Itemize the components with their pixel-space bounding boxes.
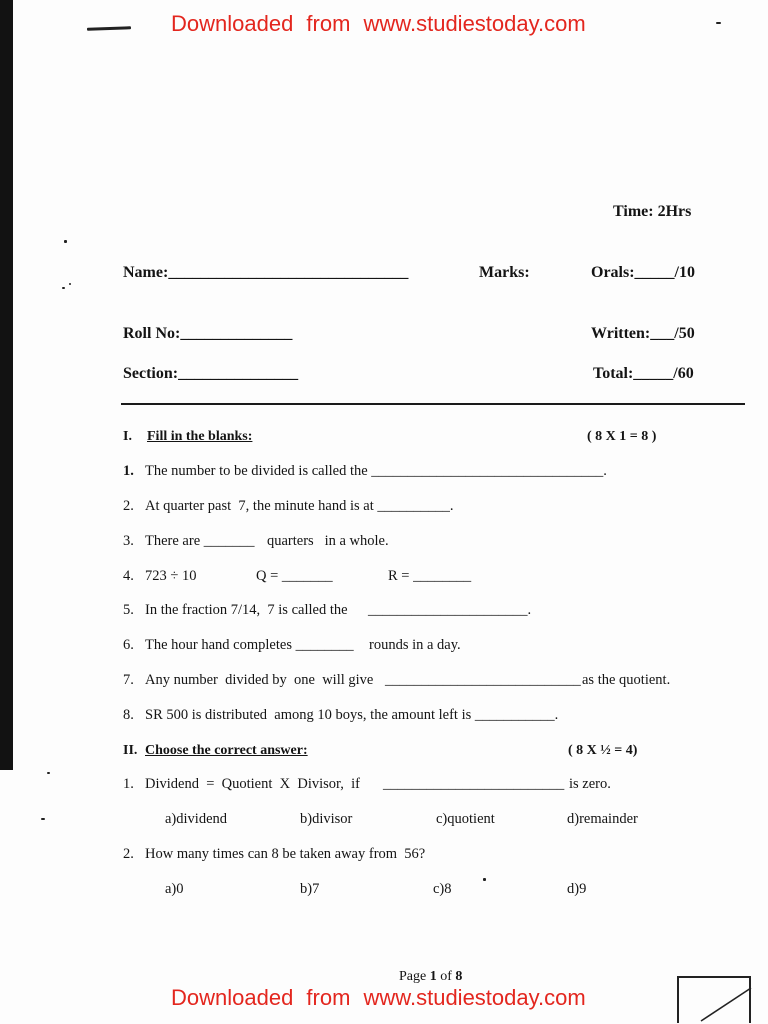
scan-speck <box>69 283 71 285</box>
question-text: The hour hand completes ________ <box>145 637 354 653</box>
orals-marks: Orals:_____/10 <box>591 264 695 281</box>
roll-no-field: Roll No:______________ <box>123 325 293 342</box>
option-a: a)dividend <box>165 811 228 827</box>
page-of: of <box>440 969 452 984</box>
part1-numeral: I. <box>123 429 132 444</box>
part1-title: Fill in the blanks: <box>147 429 253 444</box>
question-text: Any number divided by one will give <box>145 672 374 688</box>
question-text: At quarter past 7, the minute hand is at __________. <box>145 498 454 514</box>
question-text: is zero. <box>569 776 611 792</box>
question-number: 7. <box>123 672 134 688</box>
header-divider <box>121 403 745 405</box>
page-label: Page <box>399 969 427 984</box>
option-d: d)9 <box>567 881 587 897</box>
part2-title: Choose the correct answer: <box>145 743 308 758</box>
option-c: c)quotient <box>436 811 495 827</box>
name-field: Name:______________________________ <box>123 264 409 281</box>
scan-speck <box>716 22 721 24</box>
question-number: 8. <box>123 707 134 723</box>
option-a: a)0 <box>165 881 184 897</box>
scan-speck <box>483 878 486 881</box>
question-text: Dividend = Quotient X Divisor, if <box>145 776 361 792</box>
total-marks: Total:_____/60 <box>593 365 694 382</box>
option-c: c)8 <box>433 881 452 897</box>
question-text: There are _______ <box>145 533 255 549</box>
question-number: 5. <box>123 602 134 618</box>
question-number: 2. <box>123 846 134 862</box>
question-text: quarters in a whole. <box>267 533 389 549</box>
question-text: In the fraction 7/14, 7 is called the <box>145 602 348 618</box>
question-text: The number to be divided is called the ________________________________. <box>145 463 607 479</box>
question-text: How many times can 8 be taken away from 56? <box>145 846 426 862</box>
answer-blank: _________________________ <box>383 776 565 792</box>
section-field: Section:_______________ <box>123 365 299 382</box>
quotient-blank: Q = _______ <box>256 568 333 584</box>
page-current: 1 <box>429 969 437 984</box>
question-text: as the quotient. <box>582 672 671 688</box>
question-text: rounds in a day. <box>369 637 461 653</box>
footer-watermark: Downloaded from www.studiestoday.com <box>171 985 586 1010</box>
question-number: 2. <box>123 498 134 514</box>
scan-speck <box>41 818 45 820</box>
option-d: d)remainder <box>567 811 638 827</box>
question-text: 723 ÷ 10 <box>145 568 197 584</box>
exam-time: Time: 2Hrs <box>613 203 692 220</box>
scan-speck <box>47 772 50 774</box>
scan-left-edge-bar <box>0 0 13 770</box>
scan-pen-mark <box>87 26 131 31</box>
question-number: 6. <box>123 637 134 653</box>
remainder-blank: R = ________ <box>388 568 472 584</box>
scan-speck <box>64 240 67 243</box>
marks-label: Marks: <box>479 264 530 281</box>
answer-blank: ___________________________ <box>385 672 581 688</box>
page-total: 8 <box>455 969 463 984</box>
question-number: 1. <box>123 463 134 479</box>
answer-blank: ______________________. <box>368 602 532 618</box>
part1-marks: ( 8 X 1 = 8 ) <box>587 429 657 444</box>
option-b: b)7 <box>300 881 320 897</box>
corner-score-box <box>677 976 751 1023</box>
question-number: 1. <box>123 776 134 792</box>
option-b: b)divisor <box>300 811 353 827</box>
header-watermark: Downloaded from www.studiestoday.com <box>171 11 586 36</box>
part2-numeral: II. <box>123 743 138 758</box>
part2-marks: ( 8 X ½ = 4) <box>568 743 638 758</box>
scan-speck <box>62 287 65 289</box>
corner-box-slash <box>679 978 753 1024</box>
question-number: 3. <box>123 533 134 549</box>
question-text: SR 500 is distributed among 10 boys, the amount left is ___________. <box>145 707 559 723</box>
written-marks: Written:___/50 <box>591 325 695 342</box>
question-number: 4. <box>123 568 134 584</box>
page-number <box>399 968 462 985</box>
